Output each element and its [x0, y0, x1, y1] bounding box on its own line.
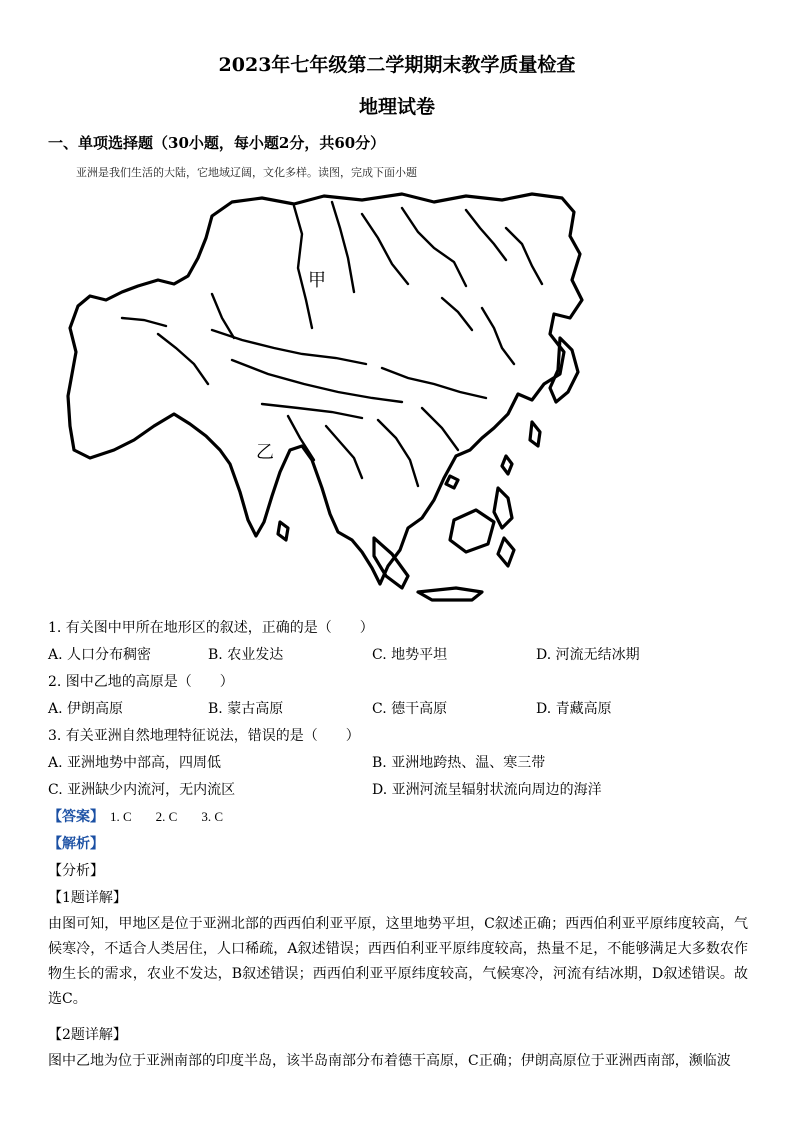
- detail-1-label: 【1题详解】: [48, 890, 127, 906]
- borneo: [450, 510, 494, 552]
- map-label-jia: 甲: [308, 270, 326, 291]
- answer-line: [48, 806, 241, 826]
- analysis-fenxi-label: 【分析】: [48, 863, 104, 879]
- philippines: [494, 488, 512, 528]
- map-label-yi: 乙: [256, 442, 274, 463]
- sulawesi: [498, 538, 514, 566]
- section-heading: 一、单项选择题（30小题，每小题2分，共60分）: [48, 134, 386, 152]
- page-title: 2023年七年级第二学期期末教学质量检查: [218, 54, 576, 76]
- detail-2-text: 图中乙地为位于亚洲南部的印度半岛，该半岛南部分布着德干高原，C正确；伊朗高原位于亚洲西南部，濒临波: [48, 1053, 731, 1069]
- sri-lanka: [278, 522, 288, 540]
- question-2-stem: 2. 图中乙地的高原是（ ）: [48, 674, 234, 690]
- answer-value-1: 1. C: [110, 809, 132, 824]
- question-3-option-b[interactable]: B. 亚洲地跨热、温、寒三带: [372, 755, 546, 771]
- hainan: [446, 476, 458, 488]
- page-subtitle: 地理试卷: [358, 96, 435, 118]
- answer-label: 【答案】: [48, 809, 104, 825]
- question-2-option-c[interactable]: C. 德干高原: [372, 701, 448, 717]
- question-2-option-a[interactable]: A. 伊朗高原: [48, 701, 124, 717]
- detail-2-label: 【2题详解】: [48, 1027, 127, 1043]
- question-1-option-d[interactable]: D. 河流无结冰期: [536, 647, 640, 663]
- japan-islands: [550, 338, 578, 402]
- question-3-stem: 3. 有关亚洲自然地理特征说法，错误的是（ ）: [48, 728, 360, 744]
- question-3-option-a[interactable]: A. 亚洲地势中部高，四周低: [48, 755, 222, 771]
- question-3-option-d[interactable]: D. 亚洲河流呈辐射状流向周边的海洋: [372, 782, 602, 798]
- answer-value-2: 2. C: [155, 809, 178, 824]
- answer-value-3: 3. C: [201, 809, 224, 824]
- question-2-option-b[interactable]: B. 蒙古高原: [208, 701, 284, 717]
- question-1-option-a[interactable]: A. 人口分布稠密: [48, 647, 152, 663]
- question-1-stem: 1. 有关图中甲所在地形区的叙述，正确的是（ ）: [48, 620, 374, 636]
- question-1-option-c[interactable]: C. 地势平坦: [372, 647, 448, 663]
- detail-1-text: 由图可知，甲地区是位于亚洲北部的西西伯利亚平原，这里地势平坦，C叙述正确；西西伯利亚平原纬度较高，气候寒冷，不适合人类居住，人口稀疏，A叙述错误；西西伯利亚平原纬度较高，热量不足，不能够满足大多数农作物生长的需求，农业不发达，B叙述错误；西西伯利亚平原纬度较高，气候寒冷，河流有结冰期，D叙述错误。故选C。: [48, 916, 748, 1007]
- asia-map: [62, 188, 590, 603]
- taiwan: [502, 456, 512, 474]
- question-3-option-c[interactable]: C. 亚洲缺少内流河，无内流区: [48, 782, 236, 798]
- analysis-jiexi-label: 【解析】: [48, 836, 104, 852]
- question-1-option-b[interactable]: B. 农业发达: [208, 647, 284, 663]
- question-2-option-d[interactable]: D. 青藏高原: [536, 701, 612, 717]
- question-intro: 亚洲是我们生活的大陆，它地域辽阔，文化多样。读图，完成下面小题: [76, 166, 417, 179]
